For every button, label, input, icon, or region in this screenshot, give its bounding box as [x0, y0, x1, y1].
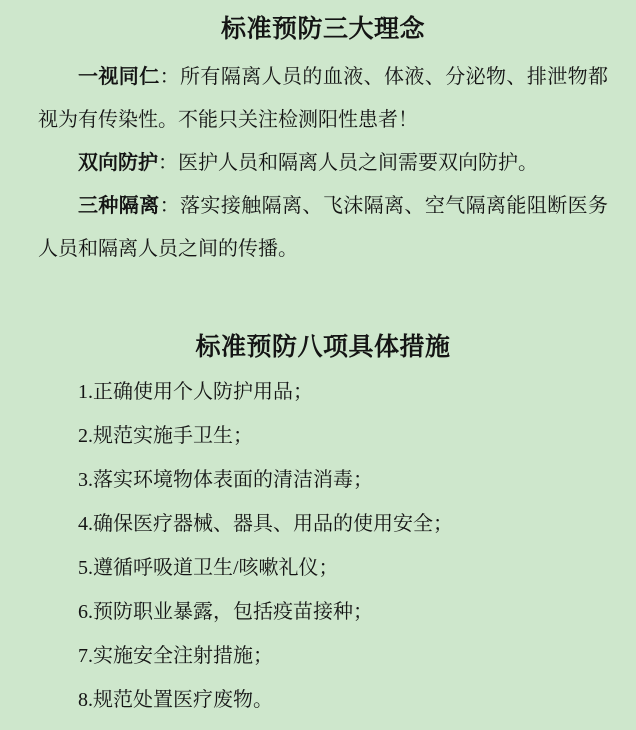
measure-item-2: 2.规范实施手卫生； [78, 425, 253, 447]
paragraph-text: 落实接触隔离、飞沫隔离、空气隔离能阻断医务人员和隔离人员之间的传播。 [38, 195, 609, 260]
measures-list [38, 370, 608, 722]
term-separator: ： [158, 152, 178, 174]
paragraph-text: 所有隔离人员的血液、体液、分泌物、排泄物都视为有传染性。不能只关注检测阳性患者！ [38, 66, 609, 131]
paragraph-term: 双向防护 [78, 152, 158, 174]
measure-item-5: 5.遵循呼吸道卫生/咳嗽礼仪； [78, 557, 339, 579]
paragraph-term: 一视同仁 [78, 66, 160, 88]
paragraph-term: 三种隔离 [78, 195, 160, 217]
measure-item-8: 8.规范处置医疗废物。 [78, 689, 273, 711]
measure-item-3: 3.落实环境物体表面的清洁消毒； [78, 469, 373, 491]
measures-title: 标准预防八项具体措施 [195, 334, 451, 361]
concepts-paragraphs [38, 56, 608, 271]
paragraph-text: 医护人员和隔离人员之间需要双向防护。 [178, 152, 538, 174]
measure-item-6: 6.预防职业暴露，包括疫苗接种； [78, 601, 373, 623]
paragraph-equal-treatment [38, 56, 608, 142]
measure-item-7: 7.实施安全注射措施； [78, 645, 273, 667]
paragraph-three-isolations [38, 185, 608, 271]
measure-item-4: 4.确保医疗器械、器具、用品的使用安全； [78, 513, 453, 535]
concepts-title: 标准预防三大理念 [220, 16, 425, 43]
term-separator: ： [159, 195, 181, 217]
term-separator: ： [159, 66, 181, 88]
paragraph-two-way-protection [38, 142, 608, 185]
measure-item-1: 1.正确使用个人防护用品； [78, 381, 313, 403]
